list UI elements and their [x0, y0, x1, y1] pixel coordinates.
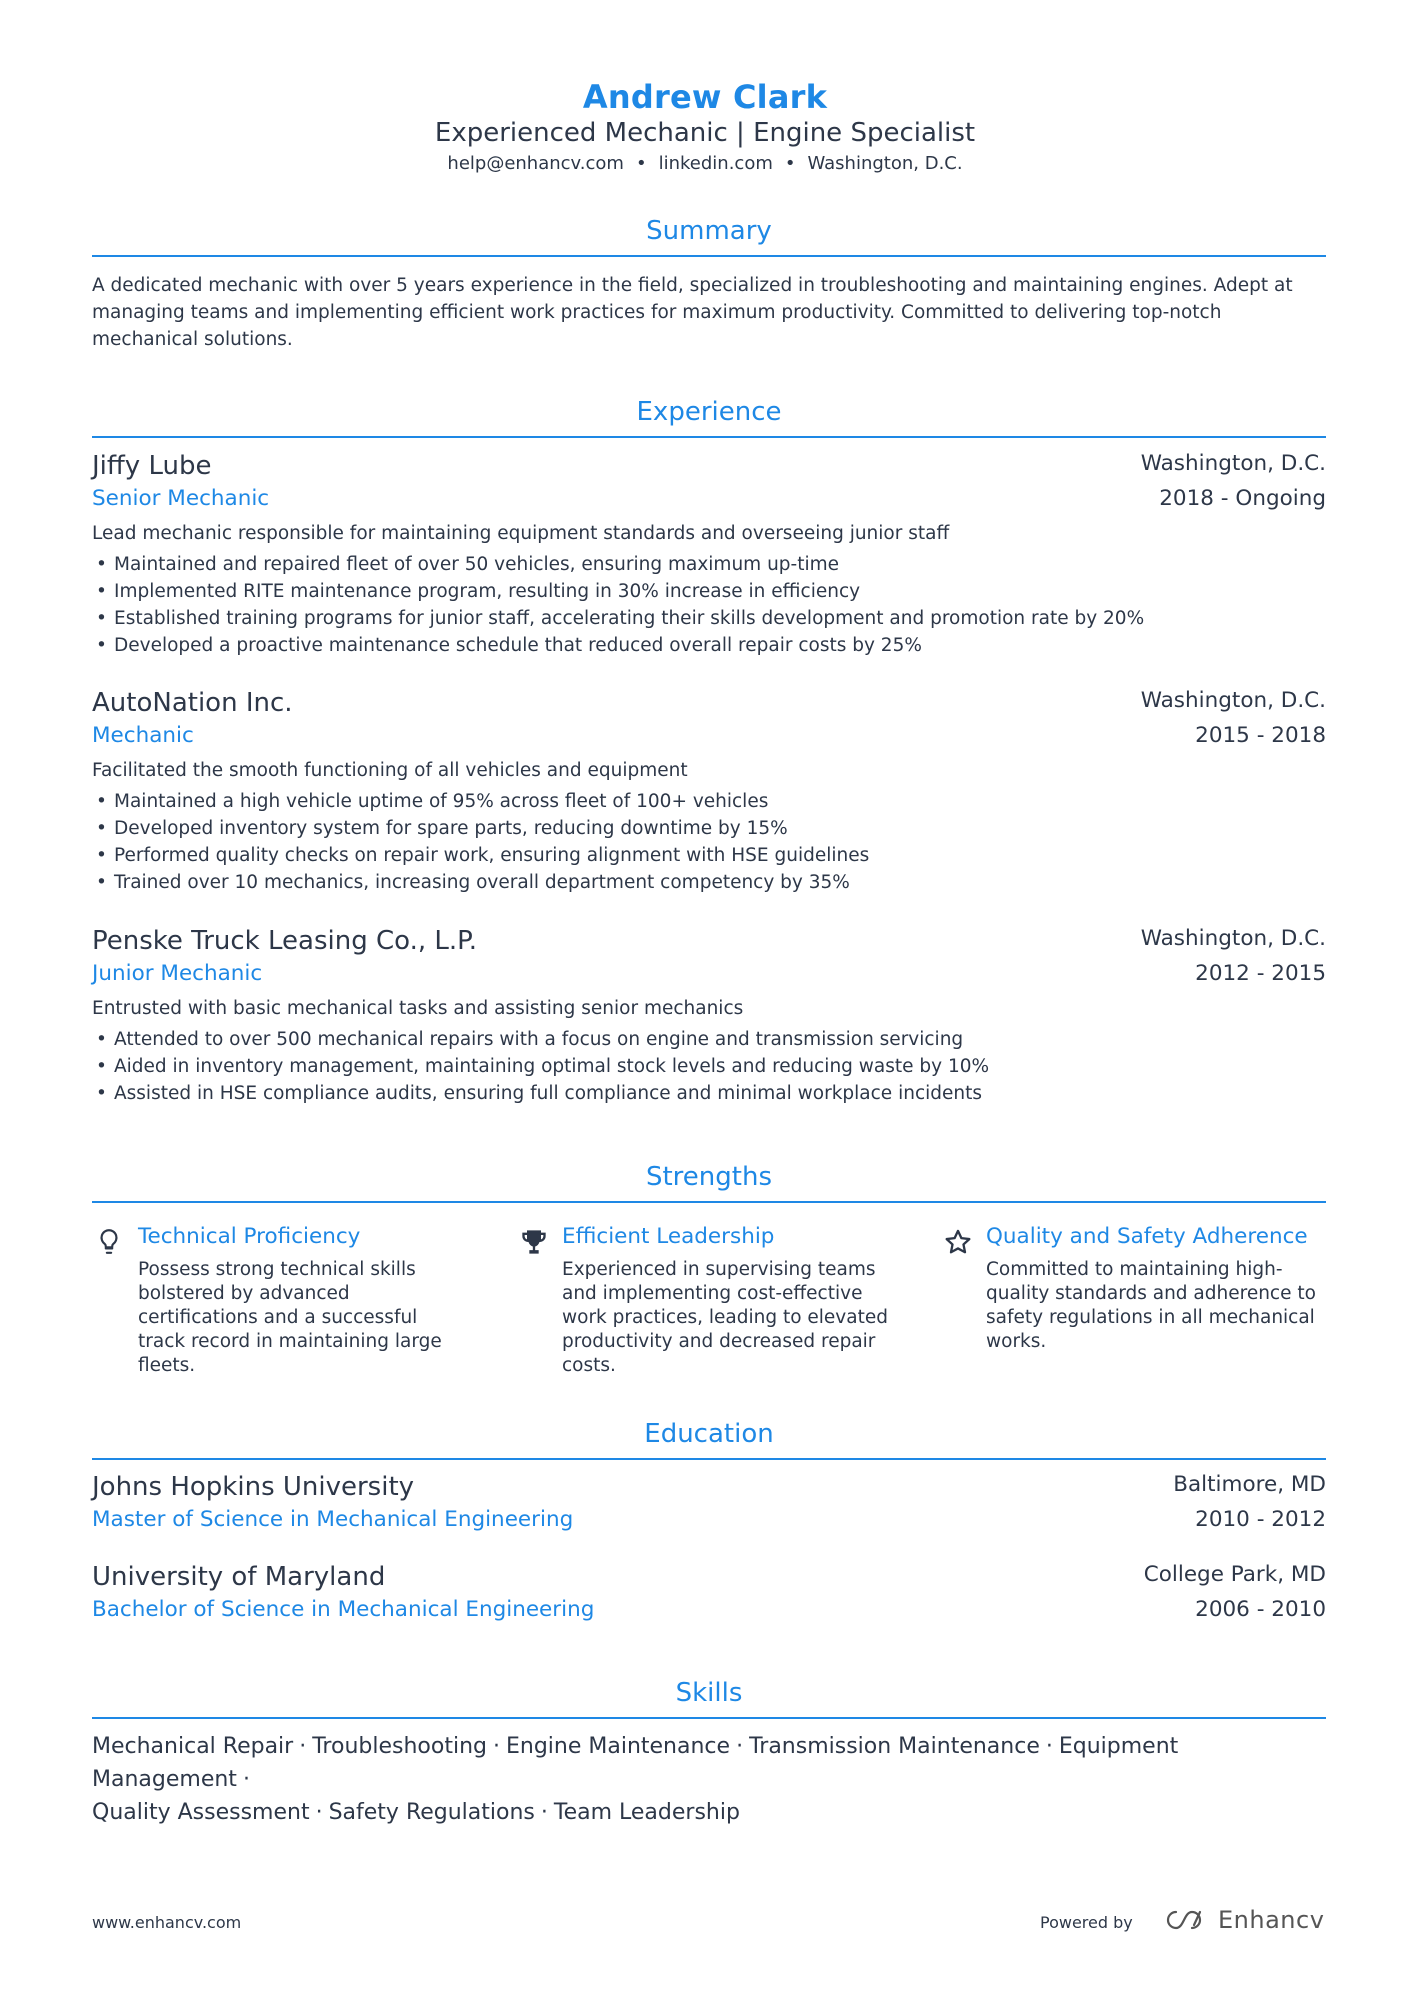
powered-by-label: Powered by: [1040, 1913, 1133, 1932]
skills-heading: Skills: [675, 1678, 743, 1708]
strength-description: Committed to maintaining high-quality standards and adherence to safety regulations in all mechanical works.: [986, 1259, 1316, 1352]
edu-school: University of Maryland: [92, 1562, 386, 1592]
edu-school: Johns Hopkins University: [92, 1472, 415, 1502]
job-company: Penske Truck Leasing Co., L.P.: [92, 926, 478, 956]
skill-separator: ·: [1045, 1734, 1053, 1759]
education-heading: Education: [644, 1419, 774, 1449]
contact-linkedin[interactable]: linkedin.com: [658, 153, 773, 174]
edu-dates: 2010 - 2012: [1195, 1507, 1326, 1532]
job-role: Junior Mechanic: [92, 961, 263, 986]
star-icon: [944, 1228, 972, 1256]
skill-separator: ·: [736, 1734, 744, 1759]
job-description: Facilitated the smooth functioning of all vehicles and equipment: [92, 760, 688, 781]
lightbulb-icon: [96, 1228, 124, 1256]
job-description: Lead mechanic responsible for maintaining equipment standards and overseeing junior staff: [92, 523, 950, 544]
candidate-name: Andrew Clark: [582, 78, 828, 116]
summary-heading: Summary: [646, 216, 772, 246]
candidate-title: Experienced Mechanic | Engine Specialist: [434, 118, 976, 148]
skill-separator: ·: [315, 1800, 323, 1825]
job-bullet: • Assisted in HSE compliance audits, ensuring full compliance and minimal workplace incidents: [96, 1080, 989, 1107]
skill-item: Equipment Management: [92, 1734, 1179, 1792]
experience-divider: [92, 436, 1326, 438]
skill-item: Team Leadership: [553, 1800, 740, 1825]
skill-separator: ·: [540, 1800, 548, 1825]
job-bullets: [96, 1026, 989, 1107]
skill-item: Troubleshooting: [312, 1734, 487, 1759]
skill-item: Transmission Maintenance: [749, 1734, 1040, 1759]
contact-location: Washington, D.C.: [807, 153, 963, 174]
job-dates: 2015 - 2018: [1195, 723, 1326, 748]
job-description: Entrusted with basic mechanical tasks and assisting senior mechanics: [92, 998, 744, 1019]
strength-title: Quality and Safety Adherence: [986, 1224, 1308, 1249]
contact-separator: •: [635, 153, 647, 174]
job-bullet: • Aided in inventory management, maintaining optimal stock levels and reducing waste by 10%: [96, 1053, 989, 1080]
skill-item: Safety Regulations: [328, 1800, 535, 1825]
job-bullets: [96, 788, 869, 896]
job-location: Washington, D.C.: [1140, 688, 1326, 713]
contact-line: [0, 153, 1410, 174]
skill-item: Engine Maintenance: [505, 1734, 731, 1759]
strength-title: Technical Proficiency: [138, 1224, 361, 1249]
job-bullet: • Trained over 10 mechanics, increasing overall department competency by 35%: [96, 869, 869, 896]
strengths-divider: [92, 1201, 1326, 1203]
job-location: Washington, D.C.: [1140, 926, 1326, 951]
job-bullet: • Developed inventory system for spare parts, reducing downtime by 15%: [96, 815, 869, 842]
skill-item: Mechanical Repair: [92, 1734, 294, 1759]
skills-divider: [92, 1717, 1326, 1719]
job-bullet: • Maintained and repaired fleet of over 50 vehicles, ensuring maximum up-time: [96, 551, 1144, 578]
job-bullet: • Attended to over 500 mechanical repairs with a focus on engine and transmission servicing: [96, 1026, 989, 1053]
edu-degree: Master of Science in Mechanical Engineering: [92, 1507, 574, 1532]
job-dates: 2018 - Ongoing: [1159, 486, 1326, 511]
skill-separator: ·: [492, 1734, 500, 1759]
contact-separator: •: [784, 153, 796, 174]
edu-dates: 2006 - 2010: [1195, 1597, 1326, 1622]
job-bullet: • Established training programs for junior staff, accelerating their skills development and promotion rate by 20%: [96, 605, 1144, 632]
skill-separator: ·: [299, 1734, 307, 1759]
job-location: Washington, D.C.: [1140, 451, 1326, 476]
job-bullets: [96, 551, 1144, 659]
job-role: Mechanic: [92, 723, 194, 748]
edu-location: College Park, MD: [1143, 1562, 1326, 1587]
enhancv-logo-text: Enhancv: [1218, 1906, 1325, 1934]
job-company: AutoNation Inc.: [92, 688, 293, 718]
job-role: Senior Mechanic: [92, 486, 270, 511]
enhancv-logo-icon: [1160, 1907, 1208, 1933]
job-bullet: • Developed a proactive maintenance schedule that reduced overall repair costs by 25%: [96, 632, 1144, 659]
strengths-heading: Strengths: [645, 1162, 772, 1192]
footer-website[interactable]: www.enhancv.com: [92, 1913, 242, 1932]
job-bullet: • Performed quality checks on repair work, ensuring alignment with HSE guidelines: [96, 842, 869, 869]
skill-item: Quality Assessment: [92, 1800, 310, 1825]
experience-heading: Experience: [636, 397, 782, 427]
education-divider: [92, 1458, 1326, 1460]
job-company: Jiffy Lube: [92, 451, 212, 481]
strength-title: Efficient Leadership: [562, 1224, 775, 1249]
trophy-icon: [520, 1228, 548, 1256]
skill-separator: ·: [242, 1767, 250, 1792]
strength-description: Possess strong technical skills bolstered by advanced certifications and a successful track record in maintaining large fleets.: [138, 1259, 442, 1376]
summary-text: A dedicated mechanic with over 5 years experience in the field, specialized in troubleshooting and maintaining engines. Adept at managing teams and implementing efficient work practices for maximum productivity. Committed to delivering top-notch mechanical solutions.: [92, 275, 1293, 350]
contact-email[interactable]: help@enhancv.com: [447, 153, 624, 174]
skills-list: [92, 1730, 1332, 1829]
job-dates: 2012 - 2015: [1195, 961, 1326, 986]
job-bullet: • Maintained a high vehicle uptime of 95% across fleet of 100+ vehicles: [96, 788, 869, 815]
job-bullet: • Implemented RITE maintenance program, resulting in 30% increase in efficiency: [96, 578, 1144, 605]
strength-description: Experienced in supervising teams and implementing cost-effective work practices, leading to elevated productivity and decreased repair costs.: [562, 1259, 888, 1376]
summary-divider: [92, 255, 1326, 257]
edu-location: Baltimore, MD: [1173, 1472, 1326, 1497]
edu-degree: Bachelor of Science in Mechanical Engineering: [92, 1597, 595, 1622]
